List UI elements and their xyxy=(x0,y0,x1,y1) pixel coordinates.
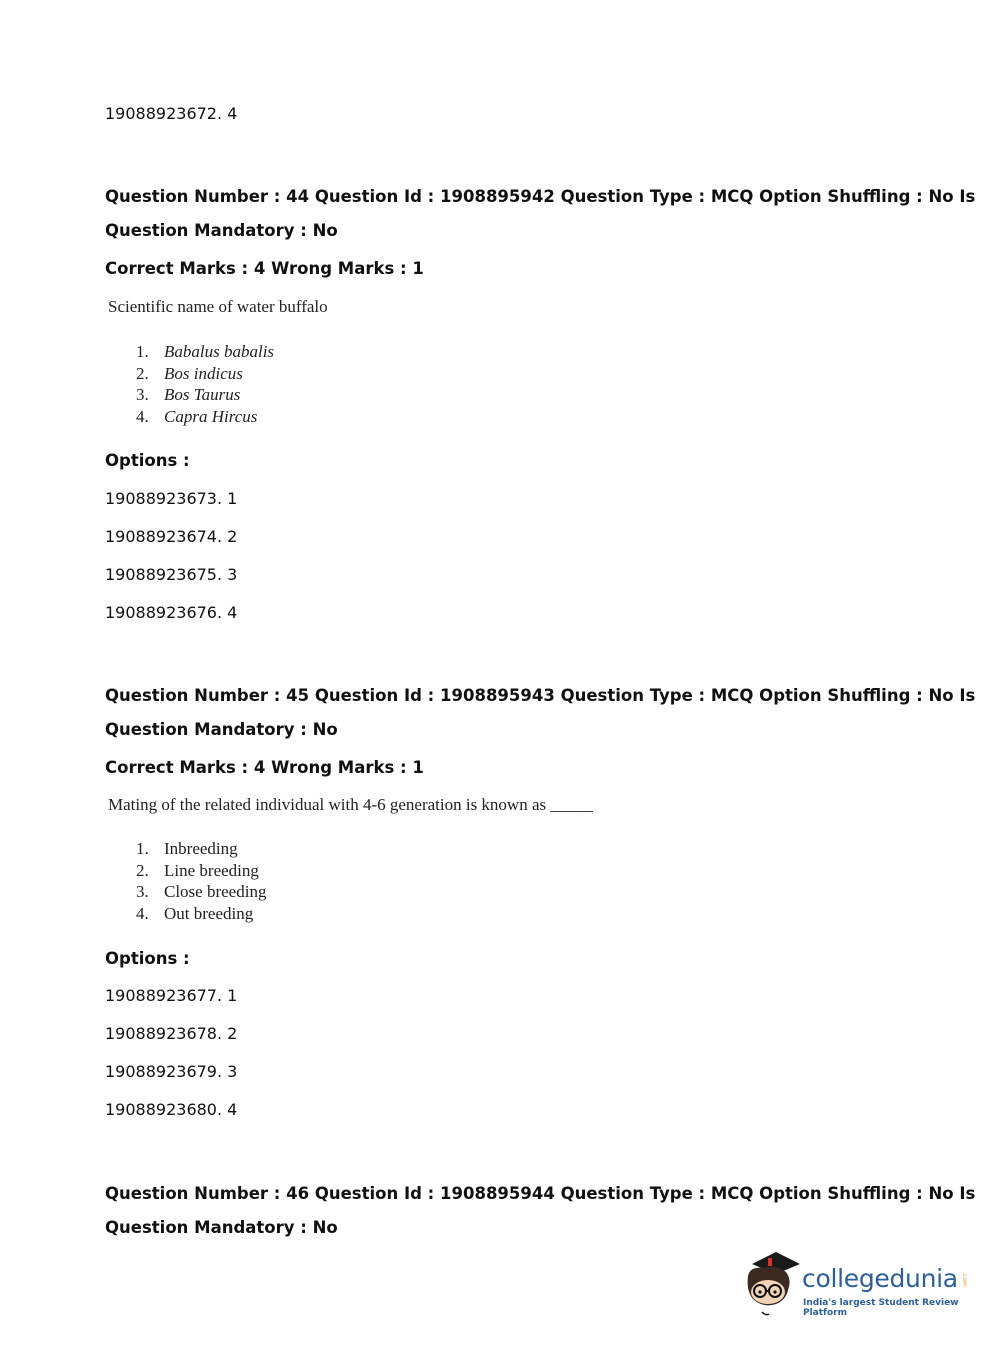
question-text: Mating of the related individual with 4-6 generation is known as _____ xyxy=(108,795,593,814)
logo-suffix: .com xyxy=(961,1272,968,1287)
choice-item: 3. Close breeding xyxy=(136,882,267,902)
options-label: Options : xyxy=(105,451,190,470)
choice-item: 2. Bos indicus xyxy=(136,363,243,383)
choice-item: 1. Inbreeding xyxy=(136,839,238,858)
question-header-line1: Question Number : 44 Question Id : 1908895942 Question Type : MCQ Option Shuffling : No Is xyxy=(105,187,976,206)
choice-item: 4. Capra Hircus xyxy=(136,407,258,427)
logo-wordmark: collegedunia xyxy=(802,1264,958,1293)
choice-list xyxy=(136,838,266,925)
option-text: 19088923677. 1 xyxy=(105,986,238,1005)
collegedunia-logo xyxy=(742,1250,972,1320)
option-text: 19088923672. 4 xyxy=(105,104,238,123)
question-header-line2: Question Mandatory : No xyxy=(105,1218,338,1237)
question-text: Scientific name of water buffalo xyxy=(108,297,328,316)
option-text: 19088923678. 2 xyxy=(105,1024,238,1043)
question-header-line2: Question Mandatory : No xyxy=(105,221,338,240)
choice-item: 2. Line breeding xyxy=(136,860,259,880)
choice-item: 3. Bos Taurus xyxy=(136,385,241,405)
option-text: 19088923680. 4 xyxy=(105,1100,238,1119)
logo-tagline: India's largest Student Review Platform xyxy=(803,1298,959,1318)
question-marks: Correct Marks : 4 Wrong Marks : 1 xyxy=(105,758,424,777)
question-marks: Correct Marks : 4 Wrong Marks : 1 xyxy=(105,259,424,278)
option-text: 19088923674. 2 xyxy=(105,527,238,546)
choice-list xyxy=(136,341,274,428)
option-text: 19088923675. 3 xyxy=(105,565,238,584)
mascot-icon xyxy=(742,1250,804,1320)
question-header-line1: Question Number : 46 Question Id : 1908895944 Question Type : MCQ Option Shuffling : No Is xyxy=(105,1184,976,1203)
question-header-line2: Question Mandatory : No xyxy=(105,720,338,739)
option-text: 19088923673. 1 xyxy=(105,489,238,508)
options-label: Options : xyxy=(105,949,190,968)
option-text: 19088923676. 4 xyxy=(105,603,238,622)
choice-item: 4. Out breeding xyxy=(136,904,254,924)
choice-item: 1. Babalus babalis xyxy=(136,342,275,361)
question-header-line1: Question Number : 45 Question Id : 1908895943 Question Type : MCQ Option Shuffling : No Is xyxy=(105,686,976,705)
option-text: 19088923679. 3 xyxy=(105,1062,238,1081)
